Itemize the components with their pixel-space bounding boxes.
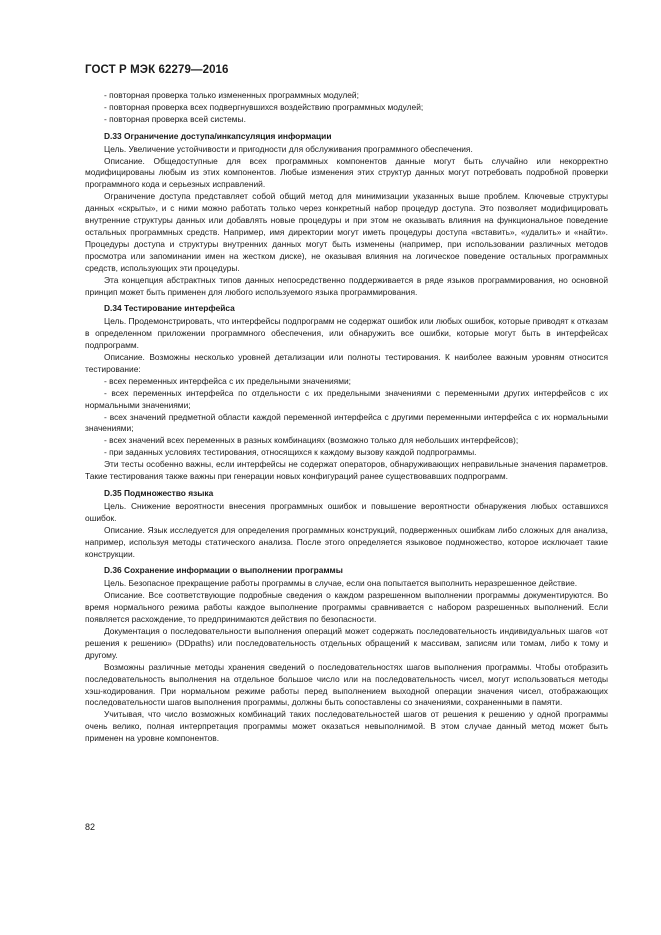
paragraph: Описание. Общедоступные для всех программных компонентов данные могут быть случайно или некорректно модифицированы любым из этих компонентов. Любые изменения этих структур данных могут потребовать подробной проверки программного кода и серьезных исправлений. (85, 155, 608, 190)
paragraph: Документация о последовательности выполнения операций может содержать последовательность индивидуальных шагов «от решения к решению» (DDpaths) или последовательность отдельных обращений к массивам, записям или томам, либо к тому и другому. (85, 625, 608, 660)
document-body (85, 90, 608, 745)
paragraph: Возможны различные методы хранения сведений о последовательностях шагов выполнения программы. Чтобы отобразить последовательность выполнения на отдельное большое число или на последовательность чисел, могут использоваться методы хэш-кодирования. При нормальном режиме работы перед выполнением выходной операции значения чисел, отображающих последовательности шагов выполнения программы, должны быть сопоставлены со значениями, сохраненными в памяти. (85, 661, 608, 708)
page-number: 82 (85, 822, 96, 832)
paragraph: Описание. Все соответствующие подробные сведения о каждом разрешенном выполнении программы документируются. Во время нормального режима работы каждое выполнение программы сравнивается с набором разрешенных выполнений. Если появляется расхождение, то предпринимаются действия по безопасности. (85, 590, 608, 625)
paragraph: Эти тесты особенно важны, если интерфейсы не содержат операторов, обнаруживающих неправильные значения параметров. Такие тестирования также важны при генерации новых конфигураций ранее существовавших подпрограмм. (85, 459, 608, 482)
document-header: ГОСТ Р МЭК 62279—2016 (85, 64, 229, 76)
list-item: - повторная проверка всей системы. (104, 113, 246, 124)
list-item: - всех переменных интерфейса по отдельности с их предельными значениями с переменными других интерфейсов с их нормальными значениями; (85, 387, 608, 410)
list-item: - при заданных условиях тестирования, относящихся к каждому вызову каждой подпрограммы. (104, 447, 477, 458)
paragraph: Описание. Возможны несколько уровней детализации или полноты тестирования. К наиболее важным уровням относится тестирование: (85, 352, 608, 374)
section-heading-d36: D.36 Сохранение информации о выполнении программы (104, 565, 343, 576)
paragraph: Цель. Снижение вероятности внесения программных ошибок и повышение вероятности обнаружения любых оставшихся ошибок. (85, 500, 608, 523)
paragraph: Цель. Увеличение устойчивости и пригодности для обслуживания программного обеспечения. (104, 143, 473, 154)
paragraph: Цель. Продемонстрировать, что интерфейсы подпрограмм не содержат ошибок или любых ошибок, которые приводят к отказам в определенном приложении программного обеспечения, или обнаружить все ошибки, которые могут быть в интерфейсах подпрограмм. (85, 316, 608, 351)
section-heading-d34: D.34 Тестирование интерфейса (104, 303, 235, 314)
paragraph: Описание. Язык исследуется для определения программных конструкций, подверженных ошибкам либо сложных для анализа, например, используя методы статического анализа. После этого определяется языковое подмножество, которое исключает такие конструкции. (85, 524, 608, 559)
list-item: - всех значений всех переменных в разных комбинациях (возможно только для небольших интерфейсов); (104, 435, 519, 446)
paragraph: Учитывая, что число возможных комбинаций таких последовательностей шагов от решения к решению у одной программы очень велико, полная интерпретация программы может оказаться невыполнимой. В этом случае данный метод может быть применен на уровне компонентов. (85, 709, 608, 744)
paragraph: Ограничение доступа представляет собой общий метод для минимизации указанных выше проблем. Ключевые структуры данных «скрыты», и с ними можно работать только через конкретный набор процедур доступа. Это позволяет модифицировать внутренние структуры данных или добавлять новые процедуры и при этом не оказывать влияния на функциональное поведение остальных программных средств. Например, имя директории могут иметь процедуры доступа «вставить», «удалить» и «найти». Процедуры доступа и структуры внутренних данных могут быть изменены (например, при использовании различных методов просмотра или запоминании имен на жестком диске), не оказывая влияния на логическое поведение остальных программных средств, использующих эти процедуры. (85, 191, 608, 273)
list-item: - всех значений предметной области каждой переменной интерфейса с другими переменными интерфейса с их нормальными значениями; (85, 411, 608, 434)
paragraph: Эта концепция абстрактных типов данных непосредственно поддерживается в ряде языков программирования, но основной принцип может быть применен для любого используемого языка программирования. (85, 274, 608, 297)
paragraph: Цель. Безопасное прекращение работы программы в случае, если она попытается выполнить неразрешенное действие. (104, 578, 578, 589)
list-item: - повторная проверка только измененных программных модулей; (104, 90, 359, 100)
section-heading-d35: D.35 Подмножество языка (104, 488, 214, 498)
list-item: - всех переменных интерфейса с их предельными значениями; (104, 375, 351, 386)
list-item: - повторная проверка всех подвергнувшихся воздействию программных модулей; (104, 101, 424, 112)
section-heading-d33: D.33 Ограничение доступа/инкапсуляция информации (104, 130, 332, 141)
